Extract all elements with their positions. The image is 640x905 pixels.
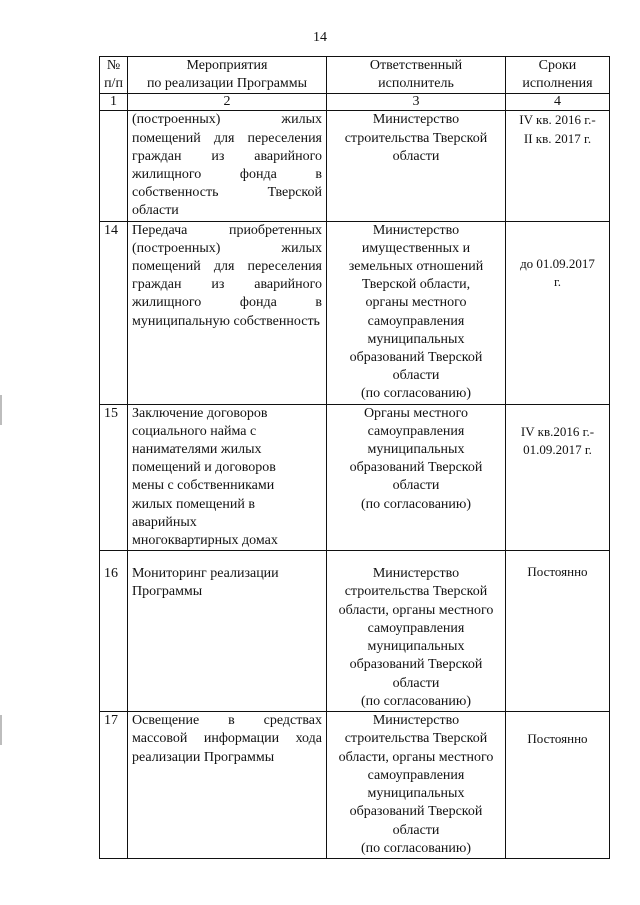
table-row: [100, 551, 610, 712]
row-action: Передача приобретенных (построенных) жилых помещений для переселения граждан из аварийного жилищного фонда в муниципальную собственность: [128, 221, 327, 404]
header-terms: Сроки исполнения: [506, 57, 610, 94]
row-action: Мониторинг реализации Программы: [128, 551, 327, 712]
table-row: [100, 712, 610, 859]
column-index: 1: [100, 94, 128, 111]
row-responsible: Министерство строительства Тверской области, органы местного самоуправления муниципальных образований Тверской области (по согласованию): [327, 551, 506, 712]
column-index: 4: [506, 94, 610, 111]
program-activities-table: [99, 56, 610, 859]
column-index: 3: [327, 94, 506, 111]
row-number: 17: [100, 712, 128, 859]
header-responsible: Ответственный исполнитель: [327, 57, 506, 94]
row-terms: Постоянно: [506, 551, 610, 712]
column-index: 2: [128, 94, 327, 111]
table-header-row: [100, 57, 610, 94]
row-responsible: Министерство имущественных и земельных отношений Тверской области, органы местного самоуправления муниципальных образований Тверской области (по согласованию): [327, 221, 506, 404]
column-index-row: [100, 94, 610, 111]
table-row: [100, 111, 610, 221]
row-number: 15: [100, 404, 128, 551]
row-terms: Постоянно: [506, 712, 610, 859]
scan-edge-mark: [0, 715, 2, 745]
table-row: [100, 404, 610, 551]
row-number: 14: [100, 221, 128, 404]
row-action: Освещение в средствах массовой информации хода реализации Программы: [128, 712, 327, 859]
header-action: Мероприятия по реализации Программы: [128, 57, 327, 94]
row-terms: IV кв. 2016 г.- II кв. 2017 г.: [506, 111, 610, 221]
row-number: 16: [100, 551, 128, 712]
row-terms: IV кв.2016 г.- 01.09.2017 г.: [506, 404, 610, 551]
page-number: 14: [313, 30, 327, 45]
row-responsible: Органы местного самоуправления муниципальных образований Тверской области (по согласованию): [327, 404, 506, 551]
row-responsible: Министерство строительства Тверской области: [327, 111, 506, 221]
table-row: [100, 221, 610, 404]
header-num: № п/п: [100, 57, 128, 94]
scan-edge-mark: [0, 395, 2, 425]
row-terms: до 01.09.2017 г.: [506, 221, 610, 404]
row-action: (построенных) жилых помещений для переселения граждан из аварийного жилищного фонда в собственность Тверской области: [128, 111, 327, 221]
row-action: Заключение договоров социального найма с нанимателями жилых помещений и договоров мены с собственниками жилых помещений в аварийных многоквартирных домах: [128, 404, 327, 551]
row-responsible: Министерство строительства Тверской области, органы местного самоуправления муниципальных образований Тверской области (по согласованию): [327, 712, 506, 859]
row-number: [100, 111, 128, 221]
